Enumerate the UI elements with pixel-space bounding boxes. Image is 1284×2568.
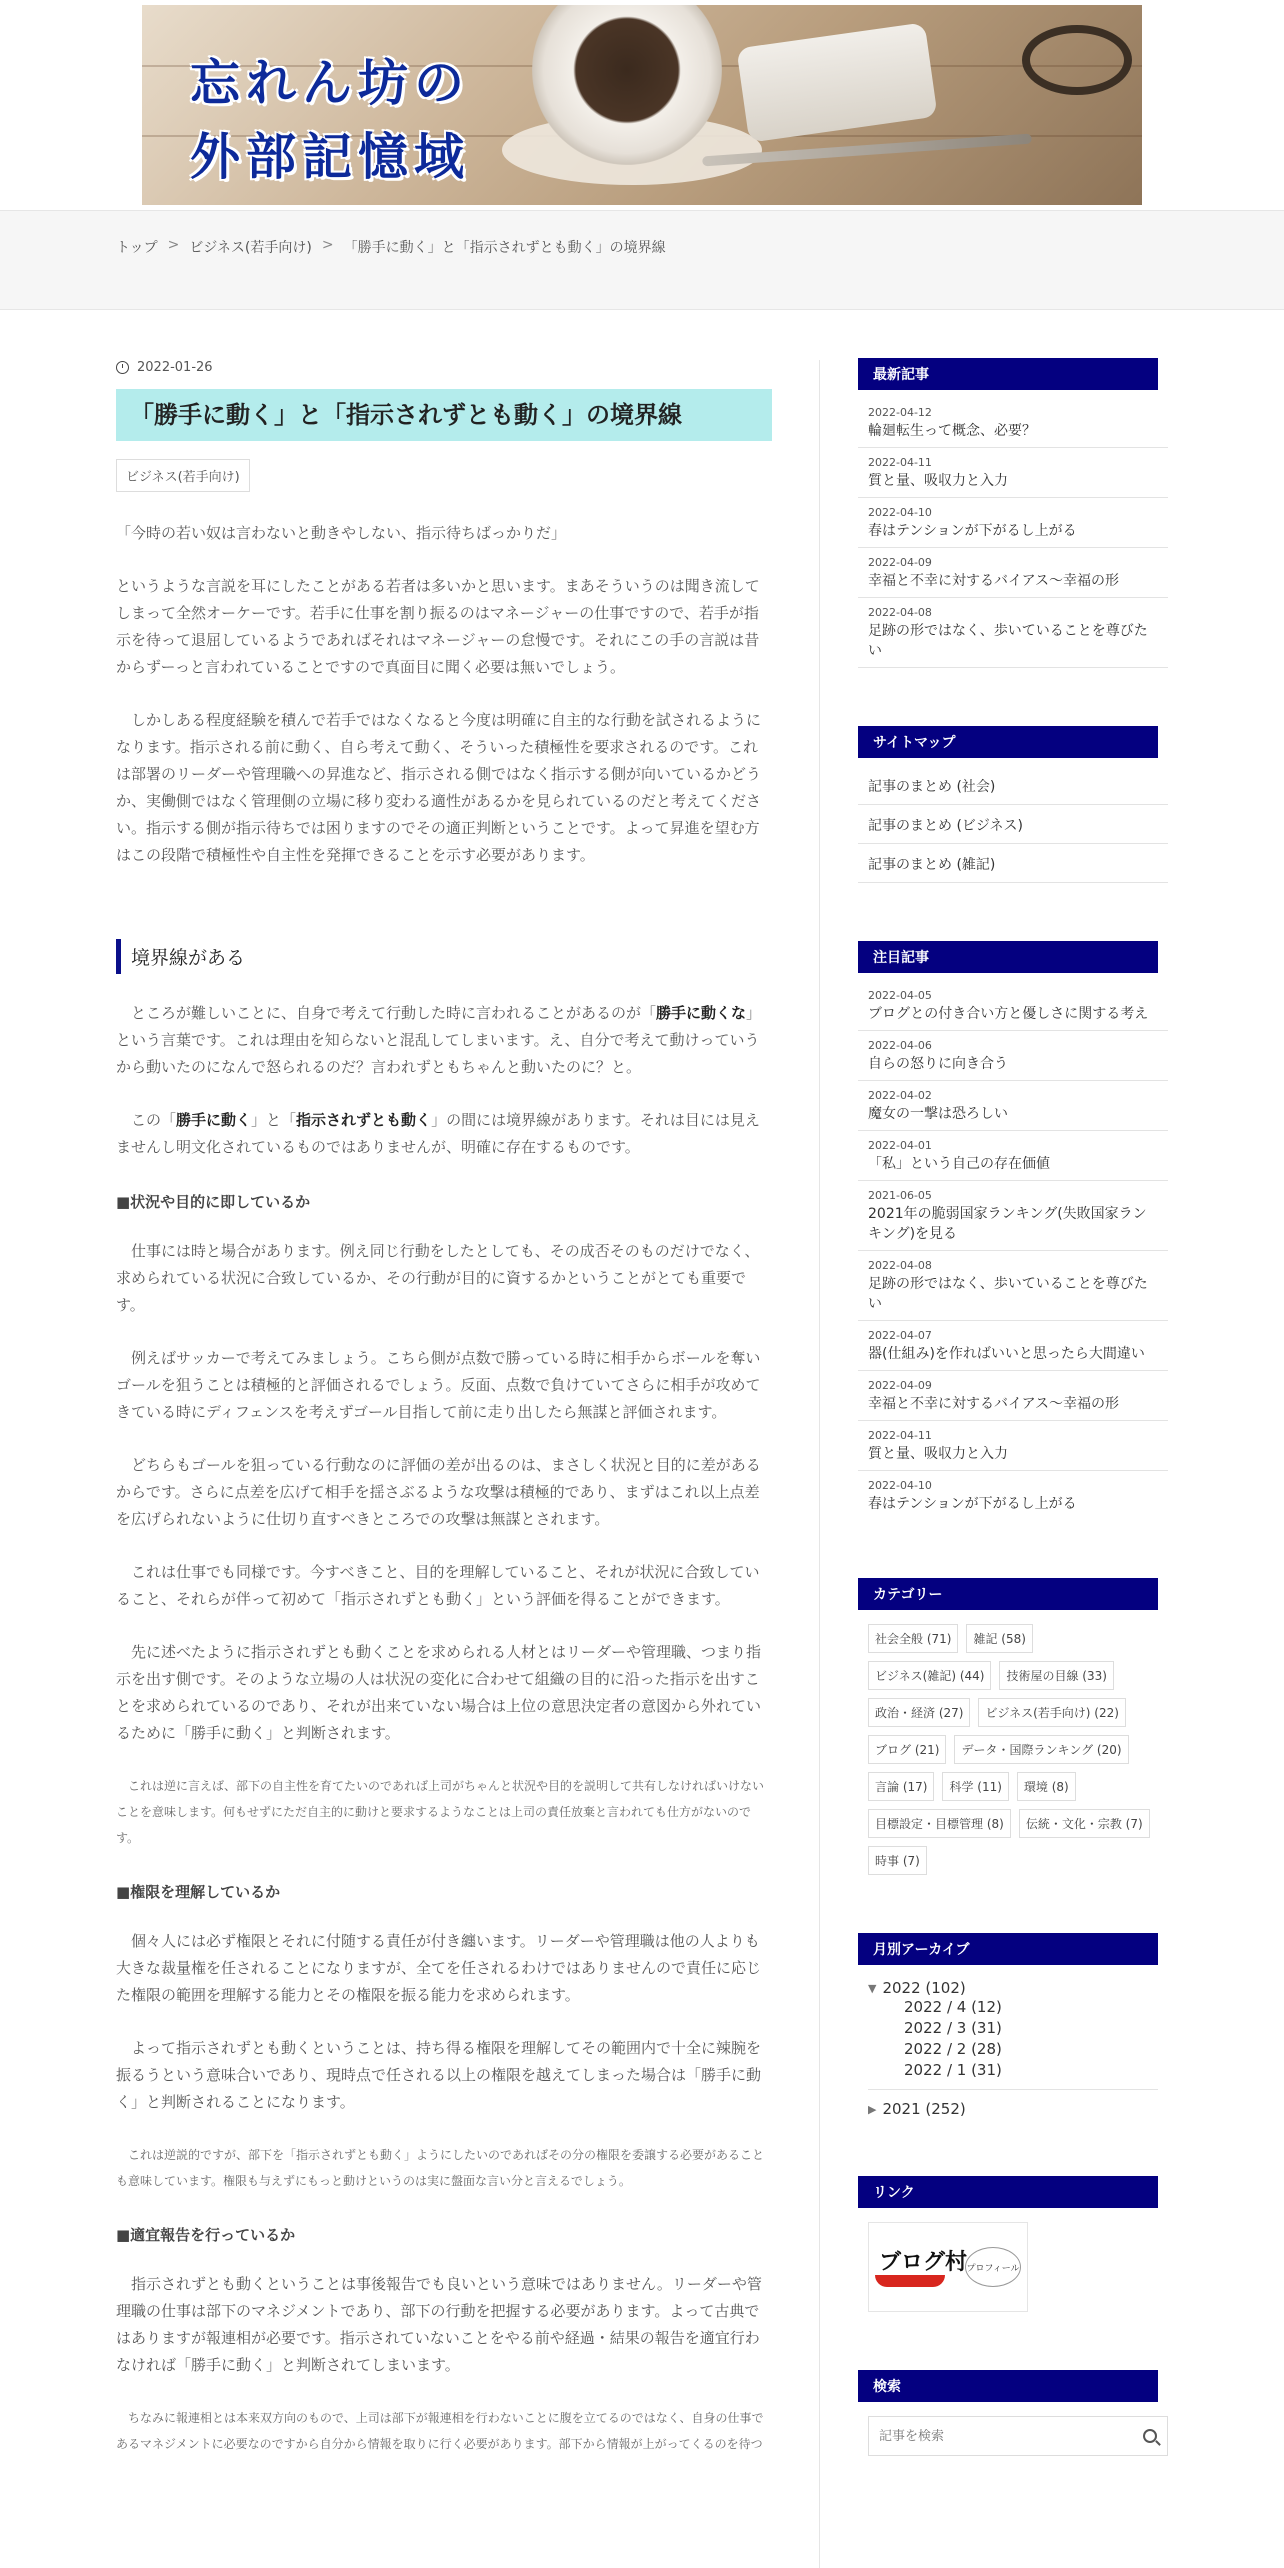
intro-quote: 「今時の若い奴は言わないと動きやしない、指示待ちばっかりだ」 — [116, 524, 567, 542]
category-tag[interactable]: ビジネス(雑記) (44) — [868, 1661, 991, 1690]
category-tag[interactable]: 時事 (7) — [868, 1846, 927, 1875]
archive-widget — [858, 1933, 1168, 2118]
widget-title: カテゴリー — [858, 1578, 1158, 1610]
sitemap-link[interactable]: 記事のまとめ (雑記) — [858, 844, 1168, 883]
category-tag[interactable]: 伝統・文化・宗教 (7) — [1019, 1809, 1150, 1838]
category-tag[interactable]: 雑記 (58) — [966, 1624, 1032, 1653]
category-tag[interactable]: 目標設定・目標管理 (8) — [868, 1809, 1011, 1838]
site-header — [0, 0, 1284, 210]
featured-post-item[interactable]: 2021-06-05 2021年の脆弱国家ランキング(失敗国家ランキング)を見る — [858, 1181, 1168, 1251]
featured-post-item[interactable]: 2022-04-07 器(仕組み)を作ればいいと思ったら大間違い — [858, 1321, 1168, 1371]
subsection-heading: ■適宜報告を行っているか — [116, 2226, 296, 2244]
blogmura-label: ブログ村 — [879, 2250, 968, 2275]
column-divider — [819, 360, 820, 2568]
archive-month-link[interactable]: 2022 / 4 (12) — [904, 1998, 1002, 2016]
swoosh-icon — [875, 2275, 945, 2287]
post-date — [116, 360, 772, 375]
recent-post-item[interactable]: 2022-04-10 春はテンションが下がるし上がる — [858, 498, 1168, 548]
sidebar — [858, 358, 1168, 2514]
archive-month-link[interactable]: 2022 / 1 (31) — [904, 2061, 1002, 2079]
archive-year-2022[interactable]: ▼ 2022 (102) — [868, 1979, 966, 1997]
category-tag[interactable]: 技術屋の目線 (33) — [999, 1661, 1113, 1690]
breadcrumb-current: 「勝手に動く」と「指示されずとも動く」の境界線 — [343, 240, 666, 256]
paragraph: この「勝手に動く」と「指示されずとも動く」の間には境界線があります。それは目には見えませんし明文化されているものではありませんが、明確に存在するものです。 — [116, 1111, 760, 1156]
featured-post-item[interactable]: 2022-04-01 「私」という自己の存在価値 — [858, 1131, 1168, 1181]
widget-title: サイトマップ — [858, 726, 1158, 758]
paragraph: 仕事には時と場合があります。例え同じ行動をしたとしても、その成否そのものだけでなく、求められている状況に合致しているか、その行動が目的に資するかということがとても重要です。 — [116, 1242, 760, 1314]
archive-month-link[interactable]: 2022 / 3 (31) — [904, 2019, 1002, 2037]
sitemap-widget — [858, 726, 1168, 883]
paragraph: よって指示されずとも動くということは、持ち得る権限を理解してその範囲内で十全に辣腕を振るうという意味合いであり、現時点で任される以上の権限を越えてしまった場合は「勝手に動く」と判断されることになります。 — [116, 2039, 762, 2111]
paragraph: 個々人には必ず権限とそれに付随する責任が付き纏います。リーダーや管理職は他の人よりも大きな裁量権を任されることになりますが、全てを任されるわけではありませんので責任に応じた権限の範囲を理解する能力とその権限を振る能力を求められます。 — [116, 1932, 762, 2004]
triangle-down-icon: ▼ — [868, 1981, 877, 1995]
subsection-heading: ■状況や目的に即しているか — [116, 1193, 311, 1211]
links-widget — [858, 2176, 1168, 2312]
triangle-right-icon: ▶ — [868, 2102, 877, 2116]
featured-post-item[interactable]: 2022-04-10 春はテンションが下がるし上がる — [868, 1479, 1077, 1512]
breadcrumb-home[interactable]: トップ — [116, 240, 158, 256]
featured-post-item[interactable]: 2022-04-06 自らの怒りに向き合う — [858, 1031, 1168, 1081]
widget-title: リンク — [858, 2176, 1158, 2208]
category-tag[interactable]: ブログ (21) — [868, 1735, 946, 1764]
widget-title: 月別アーカイブ — [858, 1933, 1158, 1965]
paragraph: ところが難しいことに、自身で考えて行動した時に言われることがあるのが「勝手に動くな」という言葉です。これは理由を知らないと混乱してしまいます。え、自分で考えて動けっていうから動いたのになんで怒られるのだ？言われずともちゃんと動いたのに？と。 — [116, 1004, 762, 1076]
category-tag[interactable]: ビジネス(若手向け) (22) — [978, 1698, 1125, 1727]
recent-posts-widget — [858, 358, 1168, 668]
featured-post-item[interactable]: 2022-04-09 幸福と不幸に対するバイアス～幸福の形 — [858, 1371, 1168, 1421]
paragraph: 例えばサッカーで考えてみましょう。こちら側が点数で勝っている時に相手からボールを奪いゴールを狙うことは積極的と評価されるでしょう。反面、点数で負けていてさらに相手が攻めてきている時にディフェンスを考えずゴール目指して前に走り出したら無謀と評価されます。 — [116, 1349, 761, 1421]
post-category-tag[interactable]: ビジネス(若手向け) — [116, 459, 250, 492]
recent-post-item[interactable]: 2022-04-09 幸福と不幸に対するバイアス～幸福の形 — [858, 548, 1168, 598]
search-box — [868, 2416, 1168, 2456]
clock-icon — [116, 361, 129, 374]
post-body — [116, 520, 772, 2457]
blogmura-banner[interactable] — [868, 2222, 1028, 2312]
subsection-heading: ■権限を理解しているか — [116, 1883, 281, 1901]
site-title-line1: 忘れん坊の — [190, 54, 470, 112]
category-tag[interactable]: 政治・経済 (27) — [868, 1698, 970, 1727]
post-date-text: 2022-01-26 — [137, 360, 213, 375]
paragraph: 先に述べたように指示されずとも動くことを求められる人材とはリーダーや管理職、つまり指示を出す側です。そのような立場の人は状況の変化に合わせて組織の目的に沿った指示を出すことを求められているのであり、それが出来ていない場合は上位の意思決定者の意図から外れているために「勝手に動く」と判断されます。 — [116, 1643, 762, 1742]
search-widget — [858, 2370, 1168, 2456]
breadcrumb-separator: > — [167, 237, 180, 253]
site-banner[interactable] — [142, 5, 1142, 205]
featured-post-item[interactable]: 2022-04-05 ブログとの付き合い方と優しさに関する考え — [858, 981, 1168, 1031]
featured-post-item[interactable]: 2022-04-02 魔女の一撃は恐ろしい — [858, 1081, 1168, 1131]
search-input[interactable] — [879, 2429, 1119, 2444]
featured-post-item[interactable]: 2022-04-11 質と量、吸収力と入力 — [858, 1421, 1168, 1471]
paragraph: しかしある程度経験を積んで若手ではなくなると今度は明確に自主的な行動を試されるようになります。指示される前に動く、自ら考えて動く、そういった積極性を要求されるのです。これは部署のリーダーや管理職への昇進など、指示される側ではなく指示する側が向いているかどうか、実働側ではなく管理側の立場に移り変わる適性があるかを見られているのだと考えてください。指示する側が指示待ちでは困りますのでその適正判断ということです。よって昇進を望む方はこの段階で積極性や自主性を発揮できることを示す必要があります。 — [116, 711, 762, 864]
recent-post-item[interactable]: 2022-04-12 輪廻転生って概念、必要？ — [858, 398, 1168, 448]
glasses-image — [1022, 25, 1132, 95]
recent-post-item[interactable]: 2022-04-11 質と量、吸収力と入力 — [858, 448, 1168, 498]
section-heading: 境界線がある — [116, 939, 772, 974]
category-tag[interactable]: 環境 (8) — [1017, 1772, 1076, 1801]
category-tag[interactable]: 言論 (17) — [868, 1772, 934, 1801]
widget-title: 検索 — [858, 2370, 1158, 2402]
paragraph: これは仕事でも同様です。今すべきこと、目的を理解していること、それが状況に合致していること、それらが伴って初めて「指示されずとも動く」という評価を得ることができます。 — [116, 1563, 760, 1608]
breadcrumb-band — [0, 210, 1284, 310]
sitemap-link[interactable]: 記事のまとめ (ビジネス) — [858, 805, 1168, 844]
breadcrumb-separator: > — [321, 237, 334, 253]
note-paragraph: これは逆説的ですが、部下を「指示されずとも動く」ようにしたいのであればその分の権限を委譲する必要があることも意味しています。権限も与えずにもっと動けというのは実に盤面な言い分と言えるでしょう。 — [116, 2148, 765, 2188]
widget-title: 注目記事 — [858, 941, 1158, 973]
category-tag[interactable]: データ・国際ランキング (20) — [954, 1735, 1128, 1764]
archive-month-link[interactable]: 2022 / 2 (28) — [904, 2040, 1002, 2058]
paragraph: というような言説を耳にしたことがある若者は多いかと思います。まあそういうのは聞き流してしまって全然オーケーです。若手に仕事を割り振るのはマネージャーの仕事ですので、若手が指示を待って退屈しているようであればそれはマネージャーの怠慢です。それにこの手の言説は昔からずーっと言われていることですので真面目に聞く必要は無いでしょう。 — [116, 577, 760, 676]
categories-widget — [858, 1578, 1168, 1875]
category-tag[interactable]: 社会全般 (71) — [868, 1624, 958, 1653]
paragraph: 指示されずとも動くということは事後報告でも良いという意味ではありません。リーダーや管理職の仕事は部下のマネジメントであり、部下の行動を把握する必要があります。よって古典ではありますが報連相が必要です。指示されていないことをやる前や経過・結果の報告を適宜行わなければ「勝手に動く」と判断されてしまいます。 — [116, 2275, 762, 2374]
sitemap-link[interactable]: 記事のまとめ (社会) — [858, 766, 1168, 805]
article — [116, 360, 772, 2457]
featured-posts-widget — [858, 941, 1168, 1520]
post-title: 「勝手に動く」と「指示されずとも動く」の境界線 — [116, 389, 772, 441]
search-icon[interactable] — [1143, 2429, 1157, 2443]
site-title-line2: 外部記憶域 — [190, 128, 470, 186]
profile-label: プロフィール — [965, 2247, 1021, 2287]
breadcrumb-category[interactable]: ビジネス(若手向け) — [189, 240, 312, 256]
paragraph: どちらもゴールを狙っている行動なのに評価の差が出るのは、まさしく状況と目的に差があるからです。さらに点差を広げて相手を揺さぶるような攻撃は積極的であり、まずはこれ以上点差を広げられないように仕切り直すべきところでの攻撃は無謀とされます。 — [116, 1456, 761, 1528]
widget-title: 最新記事 — [858, 358, 1158, 390]
featured-post-item[interactable]: 2022-04-08 足跡の形ではなく、歩いていることを尊びたい — [858, 1251, 1168, 1321]
category-tag[interactable]: 科学 (11) — [942, 1772, 1008, 1801]
note-paragraph: これは逆に言えば、部下の自主性を育てたいのであれば上司がちゃんと状況や目的を説明して共有しなければいけないことを意味します。何もせずにただ自主的に動けと要求するようなことは上司の責任放棄と言われても仕方がないのです。 — [116, 1779, 765, 1845]
breadcrumb — [0, 211, 1284, 257]
recent-post-item[interactable]: 2022-04-08 足跡の形ではなく、歩いていることを尊びたい — [858, 598, 1168, 668]
phone-image — [736, 22, 937, 143]
note-paragraph: ちなみに報連相とは本来双方向のもので、上司は部下が報連相を行わないことに腹を立てるのではなく、自身の仕事であるマネジメントに必要なのですから自分から情報を取りに行く必要があります。部下から情報が上がってくるのを待つ — [116, 2411, 764, 2451]
archive-year-2021[interactable]: ▶ 2021 (252) — [868, 2100, 966, 2118]
